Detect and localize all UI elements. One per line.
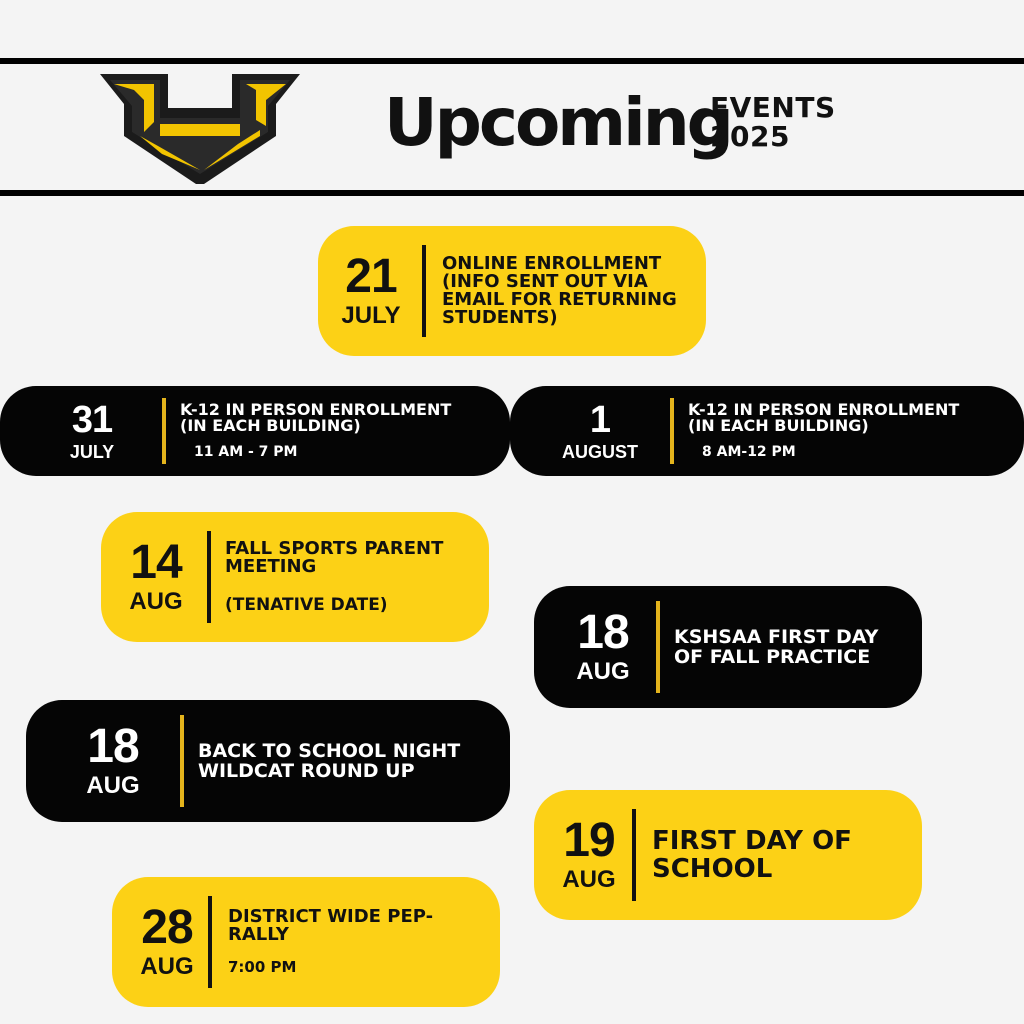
event-day: 31 <box>71 399 113 441</box>
event-card-in-person-enrollment-july <box>0 386 510 476</box>
event-title: ONLINE ENROLLMENT (INFO SENT OUT VIA EMAIL FOR RETURNING STUDENTS) <box>442 253 677 328</box>
event-day: 19 <box>563 814 615 867</box>
event-description <box>225 540 465 614</box>
event-divider <box>632 809 636 901</box>
event-date <box>338 250 404 329</box>
event-day: 18 <box>577 606 629 659</box>
event-card-kshsaa-fall-practice <box>534 586 922 708</box>
event-divider <box>208 896 212 988</box>
event-day: 14 <box>130 536 182 589</box>
event-description <box>442 255 682 327</box>
event-day: 28 <box>141 901 193 954</box>
event-date <box>64 401 120 461</box>
event-card-online-enrollment <box>318 226 706 356</box>
event-date <box>568 606 638 685</box>
event-description <box>228 908 458 976</box>
page-title: Upcoming <box>384 84 731 161</box>
event-month: JULY <box>341 302 401 329</box>
event-day: 21 <box>345 250 397 303</box>
event-month: JULY <box>69 442 115 462</box>
event-description <box>674 627 904 667</box>
event-card-fall-sports-parent-meeting <box>101 512 489 642</box>
event-title: K-12 IN PERSON ENROLLMENT (IN EACH BUILDING) <box>688 400 960 435</box>
event-description <box>652 827 882 883</box>
event-date <box>556 814 622 893</box>
event-day: 18 <box>87 720 139 773</box>
subtitle-year: 2025 <box>710 120 790 153</box>
event-date <box>123 536 189 615</box>
event-title: KSHSAA FIRST DAY OF FALL PRACTICE <box>674 626 879 668</box>
event-card-first-day-of-school <box>534 790 922 920</box>
event-divider <box>180 715 184 807</box>
event-card-pep-rally <box>112 877 500 1007</box>
event-title: FALL SPORTS PARENT MEETING <box>225 538 444 577</box>
event-date <box>558 401 642 461</box>
h-shield-logo <box>100 70 300 186</box>
event-title: K-12 IN PERSON ENROLLMENT (IN EACH BUILDING) <box>180 400 452 435</box>
header-bottom-rule <box>0 190 1024 196</box>
event-title: BACK TO SCHOOL NIGHT WILDCAT ROUND UP <box>198 740 461 782</box>
event-month: AUG <box>562 866 616 893</box>
event-card-back-to-school-night <box>26 700 510 822</box>
event-divider <box>162 398 166 464</box>
event-date <box>132 901 202 980</box>
event-month: AUG <box>86 772 140 799</box>
event-month: AUGUST <box>562 442 638 462</box>
event-month: AUG <box>576 658 630 685</box>
event-date <box>78 720 148 799</box>
event-month: AUG <box>140 953 194 980</box>
event-detail: 8 AM-12 PM <box>702 444 796 460</box>
event-description <box>180 402 470 460</box>
event-title: DISTRICT WIDE PEP-RALLY <box>228 906 434 945</box>
event-month: AUG <box>129 588 183 615</box>
event-divider <box>422 245 426 337</box>
event-description <box>198 741 490 781</box>
event-detail: 7:00 PM <box>228 958 297 976</box>
event-divider <box>207 531 211 623</box>
event-title: FIRST DAY OF SCHOOL <box>652 826 852 884</box>
event-card-in-person-enrollment-august <box>510 386 1024 476</box>
page-subtitle <box>710 93 836 151</box>
event-detail: 11 AM - 7 PM <box>194 444 298 460</box>
header-top-rule <box>0 58 1024 64</box>
subtitle-events: EVENTS <box>710 91 836 124</box>
event-divider <box>656 601 660 693</box>
event-detail: (TENATIVE DATE) <box>225 595 388 615</box>
event-day: 1 <box>589 399 611 441</box>
event-description <box>688 402 978 460</box>
event-divider <box>670 398 674 464</box>
